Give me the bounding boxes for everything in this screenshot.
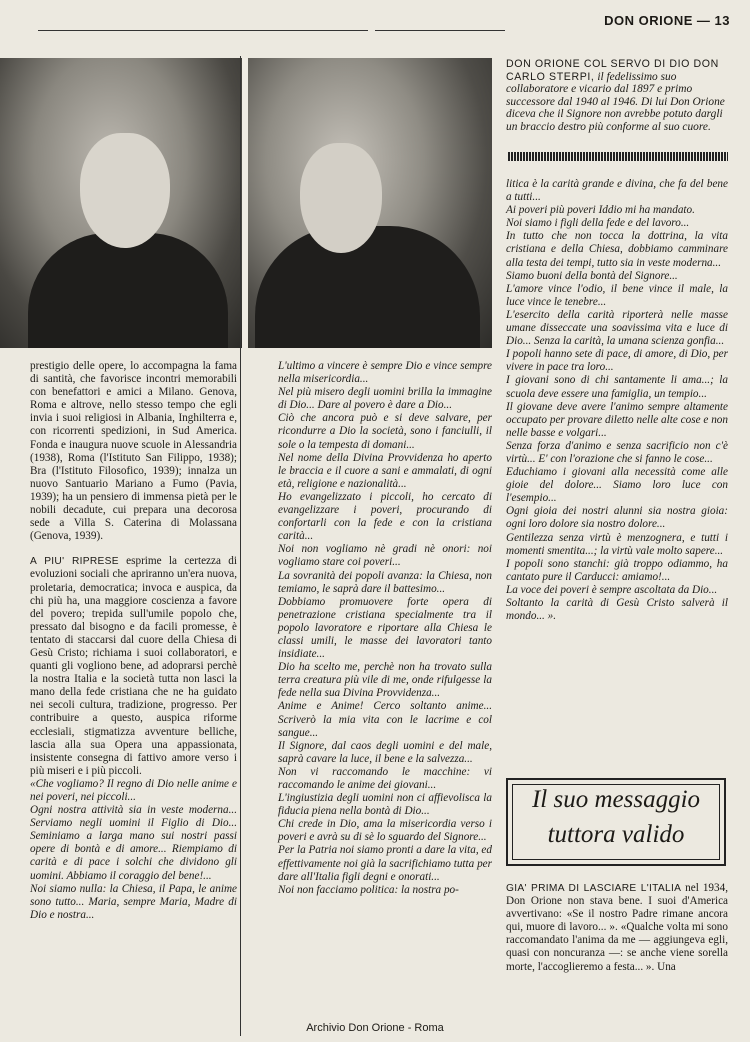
archive-footer: Archivio Don Orione - Roma (306, 1022, 444, 1034)
photo-caption: DON ORIONE COL SERVO DI DIO DON CARLO STERPI, il fedelissimo suo collaboratore e vicario dal 1897 e primo successore dal 1940 al 1946. Di lui Don Orione diceva che il Signore non avrebbe potuto dargli un braccio destro più conforme al suo cuore. (506, 58, 725, 133)
header-title: DON ORIONE — 13 (604, 13, 730, 28)
section-body: GIA' PRIMA DI LASCIARE L'ITALIA nel 1934, Don Orione non stava bene. I suoi d'America avvertivano: «Se il nostro Padre rimane ancora qui, muore di lavoro... ». «Qualche volta mi sono raccomandato l'anima da me — aggiungeva egli, quasi con noncuranza —: se anche viene sorella morte, l'accoglieremo a festa... ». Una (506, 882, 728, 973)
paragraph: prestigio delle opere, lo accompagna la fama di santità, che favorisce incontri memorabili con benefattori e amici a Milano. Genova, Roma e altrove, nello stesso tempo che egli invia i suoi religiosi in Albania, Inghilterra e, con ricorrenti spedizioni, in Sud America. Fonda e inaugura nuove scuole in Alessandria (1938), Roma (l'Istituto San Filippo, 1938); Bra (l'Istituto Filosofico, 1939); innalza un nuovo Santuario Mariano a Fumo (Pavia, 1939); ha un pensiero di immensa pietà per le nobili decadute, cui prepara una decorosa sede a Villa S. Caterina di Molassana (Genova, 1939). (30, 360, 237, 543)
quote: Non vi raccomando le macchine: vi raccomando le anime dei giovani... (278, 765, 492, 791)
header-rule (375, 30, 505, 31)
quote: Anime e Anime! Cerco soltanto anime... Scriverò la mia vita con le lacrime e col sangue... (278, 700, 492, 739)
quote: La sovranità dei popoli avanza: la Chiesa, non temiamo, le saprà dare il battesimo... (278, 569, 492, 595)
quote: «Che vogliamo? Il regno di Dio nelle anime e nei poveri, nei piccoli... (30, 777, 237, 803)
quote: Per la Patria noi siamo pronti a dare la vita, ed effettivamente noi già la sacrifichiamo tutta per dare all'Italia figli degni e onorati... (278, 844, 492, 883)
decorative-rule (508, 152, 728, 161)
quote: Siamo buoni della bontà del Signore... (506, 269, 678, 282)
quote: Noi non facciamo politica: la nostra po- (278, 883, 459, 896)
text-column-2 (278, 360, 492, 897)
portrait-don-sterpi (300, 143, 382, 253)
section-title: tuttora valido (547, 821, 685, 848)
section-title: Il suo messaggio (531, 786, 701, 813)
quote: I popoli hanno sete di pace, di amore, di Dio, per vivere in pace tra loro... (506, 348, 728, 374)
paragraph: A PIU' RIPRESE esprime la certezza di evoluzioni sociali che apriranno un'era nuova, proletaria, democratica; invoca e auspica, da chi più ha, una maggiore coscienza a favore del povero; trepida sull'umile popolo che, pressato dal bisogno e da facili promesse, è tentato di staccarsi dal cuore della Chiesa di Gesù Cristo; richiama i suoi collaboratori, e quanti gli vogliono bene, ad adoprarsi perchè la nostra Italia e la società tutta non lasci la mano della fede cristiana che ne ha guidato nei secoli cultura, tradizione, progresso. Per contribuire a questo, auspica riforme ecclesiali, stigmatizza avventure belliche, lascia alla sua Opera una appassionata, insistente consegna di fattivo amore verso i più miseri e i più piccoli. (30, 555, 237, 777)
quote: L'ultimo a vincere è sempre Dio e vince sempre nella misericordia... (278, 360, 492, 386)
quote: Soltanto la carità di Gesù Cristo salverà il mondo... ». (506, 597, 728, 623)
quote: Il Signore, dal caos degli uomini e del male, saprà cavare la luce, il bene e la salvezza... (278, 739, 492, 765)
quote: Senza forza d'animo e senza sacrificio non c'è virtù... E' con l'orazione che si fanno le cose... (506, 439, 728, 465)
quote: L'amore vince l'odio, il bene vince il male, la luce vince le tenebre... (506, 282, 728, 308)
quote: Il giovane deve avere l'animo sempre altamente occupato per provare diletto nelle alte cose e non nelle basse e volgari... (506, 400, 728, 439)
quote: Dobbiamo promuovere forte opera di penetrazione cristiana specialmente tra il popolo lavoratore e riportare alla Chiesa le classi umili, le masse dei lavoratori tanto insidiate... (278, 595, 492, 661)
section-title-box (506, 778, 726, 866)
text-column-3 (506, 178, 728, 623)
quote: Nel nome della Divina Provvidenza ho aperto le braccia e il cuore a sani e ammalati, di ogni età, religione e nazionalità... (278, 451, 492, 490)
quote: Ai poveri più poveri Iddio mi ha mandato. (506, 204, 695, 217)
quote: La voce dei poveri è sempre ascoltata da Dio... (506, 583, 718, 596)
quote: L'ingiustizia degli uomini non ci affievolisca la fiducia piena nella bontà di Dio... (278, 792, 492, 818)
quote: Ciò che ancora può e si deve salvare, per ricondurre a Dio la società, sono i fanciulli, il sole o la tempesta di domani... (278, 412, 492, 451)
text-column-1 (30, 360, 237, 922)
column-divider (240, 56, 241, 1036)
quote: Educhiamo i giovani alla necessità come alle gioie del dolore... Siamo loro luce con l'esempio... (506, 466, 728, 505)
quote: I popoli sono stanchi: già troppo odiammo, ha cantato pure il Carducci: amiamo!... (506, 557, 728, 583)
page-header (30, 10, 730, 32)
quote: Dio ha scelto me, perchè non ha trovato sulla terra creatura più vile di me, onde rifulgesse la fede nella sua Divina Provvidenza... (278, 661, 492, 700)
quote: litica è la carità grande e divina, che fa del bene a tutti... (506, 178, 728, 204)
header-rule (38, 30, 368, 31)
quote: Ogni gioia dei nostri alunni sia nostra gioia: ogni loro dolore sia nostro dolore... (506, 505, 728, 531)
quote: In tutto che non tocca la dottrina, la vita cristiana e della Chiesa, dobbiamo camminare alla testa dei tempi, tutto sia in veste moderna... (506, 230, 728, 269)
quote: Ho evangelizzato i piccoli, ho cercato di evangelizzare i poveri, procurando di confortarli con la fede e con la cristiana carità... (278, 490, 492, 543)
quote: Gentilezza senza virtù è menzognera, e tutti i momenti smentita...; la virtù vale molto sapere... (506, 531, 728, 557)
quote: Noi non vogliamo nè gradi nè onori: noi vogliamo stare coi poveri... (278, 543, 492, 569)
quote: Nel più misero degli uomini brilla la immagine di Dio... Dare al povero è dare a Dio... (278, 386, 492, 412)
quote: I giovani sono di chi santamente li ama...; la scuola deve essere una famiglia, un tempio... (506, 374, 728, 400)
portrait-don-orione (80, 133, 170, 248)
photo-two-priests (0, 58, 492, 348)
quote: Chi crede in Dio, ama la misericordia verso i poveri e avrà su di sè lo sguardo del Signore... (278, 818, 492, 844)
quote: L'esercito della carità riporterà nelle masse umane disseccate una soavissima vita e luce di Dio... Senza la carità, la umana scienza gonfia... (506, 308, 728, 348)
quote: Noi siamo i figli della fede e del lavoro... (506, 217, 690, 230)
quote: Ogni nostra attività sia in veste moderna... Serviamo negli uomini il Figlio di Dio... Seminiamo a larga mano sui nostri passi opere di bontà e di amore... Riempiamo di carità e di pace i solchi che dividono gli uomini. Abbiamo il coraggio del bene!... (30, 804, 237, 882)
quote: Noi siamo nulla: la Chiesa, il Papa, le anime sono tutto... Maria, sempre Maria, Madre di Dio e nostra... (30, 882, 237, 921)
